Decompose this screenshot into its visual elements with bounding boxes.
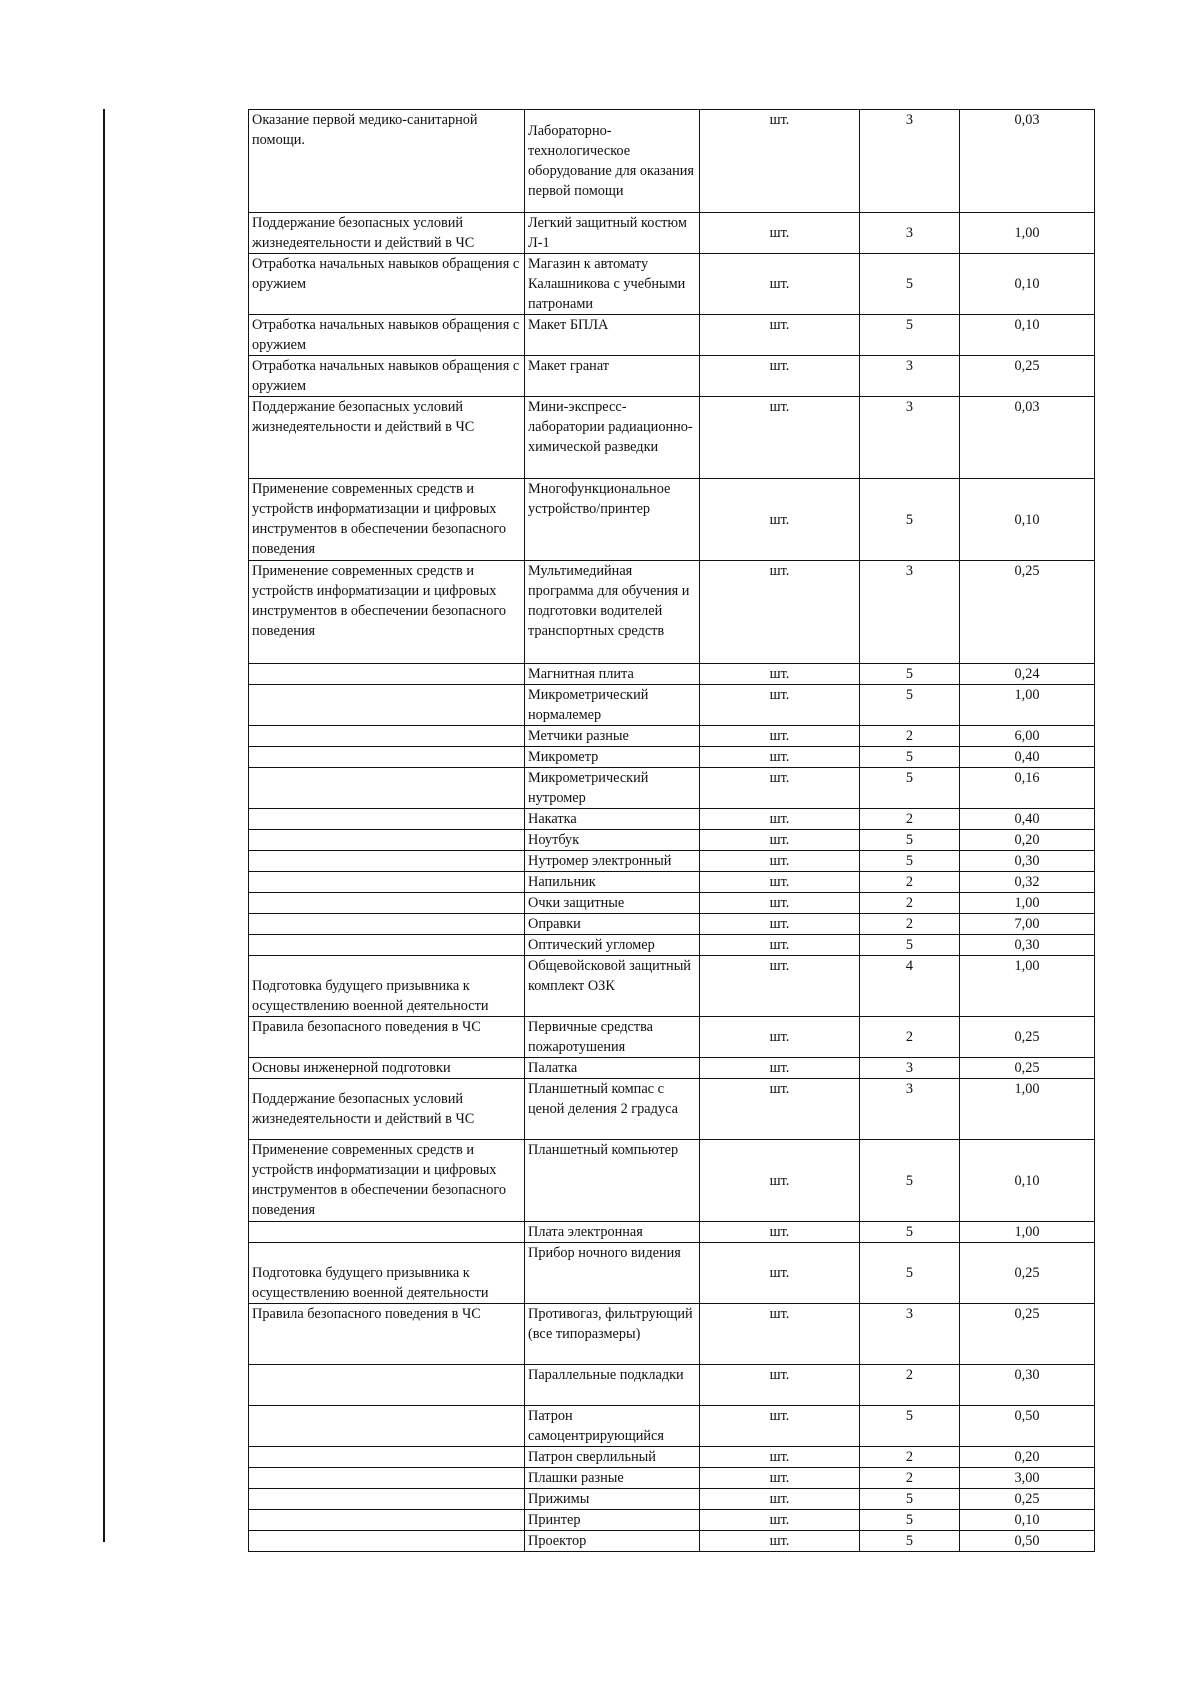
table-row bbox=[249, 1017, 1095, 1058]
unit-cell: шт. bbox=[700, 1243, 860, 1304]
unit-cell: шт. bbox=[700, 1531, 860, 1552]
unit-cell: шт. bbox=[700, 893, 860, 914]
item-cell: Макет БПЛА bbox=[525, 315, 700, 356]
activity-cell: Подготовка будущего призывника к осуществлению военной деятельности bbox=[249, 956, 525, 1017]
activity-cell bbox=[249, 1468, 525, 1489]
left-margin-rule bbox=[103, 109, 105, 1542]
table-row bbox=[249, 1079, 1095, 1140]
unit-cell: шт. bbox=[700, 1222, 860, 1243]
table-row bbox=[249, 1489, 1095, 1510]
quantity-cell: 5 bbox=[860, 1489, 960, 1510]
table-row bbox=[249, 479, 1095, 561]
value-cell: 0,16 bbox=[960, 768, 1095, 809]
unit-cell: шт. bbox=[700, 1447, 860, 1468]
value-cell: 0,25 bbox=[960, 1058, 1095, 1079]
unit-cell: шт. bbox=[700, 110, 860, 213]
value-cell: 0,10 bbox=[960, 1140, 1095, 1222]
value-cell: 0,25 bbox=[960, 356, 1095, 397]
unit-cell: шт. bbox=[700, 397, 860, 479]
activity-cell: Оказание первой медико-санитарной помощи. bbox=[249, 110, 525, 213]
value-cell: 0,40 bbox=[960, 747, 1095, 768]
value-cell: 0,30 bbox=[960, 935, 1095, 956]
item-cell: Плашки разные bbox=[525, 1468, 700, 1489]
value-cell: 1,00 bbox=[960, 893, 1095, 914]
table-row bbox=[249, 1468, 1095, 1489]
item-cell: Метчики разные bbox=[525, 726, 700, 747]
activity-cell bbox=[249, 1489, 525, 1510]
activity-cell bbox=[249, 893, 525, 914]
unit-cell: шт. bbox=[700, 726, 860, 747]
quantity-cell: 2 bbox=[860, 1468, 960, 1489]
table-row bbox=[249, 1222, 1095, 1243]
activity-cell bbox=[249, 685, 525, 726]
value-cell: 1,00 bbox=[960, 685, 1095, 726]
item-cell: Мини-экспресс-лаборатории радиационно-химической разведки bbox=[525, 397, 700, 479]
quantity-cell: 5 bbox=[860, 685, 960, 726]
table-row bbox=[249, 356, 1095, 397]
table-row bbox=[249, 726, 1095, 747]
item-cell: Противогаз, фильтрующий (все типоразмеры) bbox=[525, 1304, 700, 1365]
value-cell: 1,00 bbox=[960, 213, 1095, 254]
quantity-cell: 5 bbox=[860, 935, 960, 956]
unit-cell: шт. bbox=[700, 479, 860, 561]
quantity-cell: 2 bbox=[860, 1017, 960, 1058]
table-row bbox=[249, 1140, 1095, 1222]
table-row bbox=[249, 1406, 1095, 1447]
quantity-cell: 5 bbox=[860, 315, 960, 356]
activity-cell: Правила безопасного поведения в ЧС bbox=[249, 1304, 525, 1365]
activity-cell: Применение современных средств и устройств информатизации и цифровых инструментов в обеспечении безопасного поведения bbox=[249, 1140, 525, 1222]
value-cell: 0,24 bbox=[960, 664, 1095, 685]
item-cell: Патрон самоцентрирующийся bbox=[525, 1406, 700, 1447]
value-cell: 0,32 bbox=[960, 872, 1095, 893]
table-row bbox=[249, 747, 1095, 768]
item-cell: Микрометр bbox=[525, 747, 700, 768]
value-cell: 0,50 bbox=[960, 1531, 1095, 1552]
quantity-cell: 5 bbox=[860, 1406, 960, 1447]
item-cell: Планшетный компас с ценой деления 2 градуса bbox=[525, 1079, 700, 1140]
activity-cell: Применение современных средств и устройств информатизации и цифровых инструментов в обеспечении безопасного поведения bbox=[249, 561, 525, 664]
item-cell: Палатка bbox=[525, 1058, 700, 1079]
table-row bbox=[249, 1304, 1095, 1365]
activity-cell: Поддержание безопасных условий жизнедеятельности и действий в ЧС bbox=[249, 213, 525, 254]
activity-cell: Поддержание безопасных условий жизнедеятельности и действий в ЧС bbox=[249, 1079, 525, 1140]
quantity-cell: 5 bbox=[860, 830, 960, 851]
item-cell: Магнитная плита bbox=[525, 664, 700, 685]
value-cell: 0,20 bbox=[960, 1447, 1095, 1468]
value-cell: 0,10 bbox=[960, 254, 1095, 315]
unit-cell: шт. bbox=[700, 664, 860, 685]
activity-cell bbox=[249, 1365, 525, 1406]
activity-cell bbox=[249, 1406, 525, 1447]
item-cell: Мультимедийная программа для обучения и подготовки водителей транспортных средств bbox=[525, 561, 700, 664]
value-cell: 0,30 bbox=[960, 1365, 1095, 1406]
value-cell: 0,20 bbox=[960, 830, 1095, 851]
item-cell: Макет гранат bbox=[525, 356, 700, 397]
activity-cell bbox=[249, 935, 525, 956]
item-cell: Магазин к автомату Калашникова с учебными патронами bbox=[525, 254, 700, 315]
table-row bbox=[249, 830, 1095, 851]
table-row bbox=[249, 768, 1095, 809]
equipment-table bbox=[248, 109, 1095, 1552]
item-cell: Первичные средства пожаротушения bbox=[525, 1017, 700, 1058]
activity-cell bbox=[249, 747, 525, 768]
value-cell: 0,25 bbox=[960, 1243, 1095, 1304]
value-cell: 3,00 bbox=[960, 1468, 1095, 1489]
unit-cell: шт. bbox=[700, 1017, 860, 1058]
item-cell: Легкий защитный костюм Л-1 bbox=[525, 213, 700, 254]
activity-cell bbox=[249, 768, 525, 809]
quantity-cell: 5 bbox=[860, 851, 960, 872]
activity-cell bbox=[249, 1222, 525, 1243]
table-row bbox=[249, 397, 1095, 479]
table-row bbox=[249, 851, 1095, 872]
quantity-cell: 3 bbox=[860, 561, 960, 664]
activity-cell bbox=[249, 830, 525, 851]
activity-cell bbox=[249, 726, 525, 747]
item-cell: Проектор bbox=[525, 1531, 700, 1552]
activity-cell: Отработка начальных навыков обращения с оружием bbox=[249, 356, 525, 397]
table-row bbox=[249, 935, 1095, 956]
table-row bbox=[249, 914, 1095, 935]
value-cell: 0,03 bbox=[960, 397, 1095, 479]
table-row bbox=[249, 1531, 1095, 1552]
item-cell: Напильник bbox=[525, 872, 700, 893]
activity-cell bbox=[249, 809, 525, 830]
unit-cell: шт. bbox=[700, 1058, 860, 1079]
quantity-cell: 2 bbox=[860, 1447, 960, 1468]
unit-cell: шт. bbox=[700, 956, 860, 1017]
unit-cell: шт. bbox=[700, 1406, 860, 1447]
value-cell: 0,10 bbox=[960, 315, 1095, 356]
value-cell: 0,25 bbox=[960, 1489, 1095, 1510]
item-cell: Накатка bbox=[525, 809, 700, 830]
item-cell: Принтер bbox=[525, 1510, 700, 1531]
quantity-cell: 3 bbox=[860, 110, 960, 213]
quantity-cell: 5 bbox=[860, 254, 960, 315]
unit-cell: шт. bbox=[700, 1079, 860, 1140]
unit-cell: шт. bbox=[700, 315, 860, 356]
unit-cell: шт. bbox=[700, 830, 860, 851]
value-cell: 0,03 bbox=[960, 110, 1095, 213]
table-row bbox=[249, 872, 1095, 893]
activity-cell bbox=[249, 1447, 525, 1468]
quantity-cell: 5 bbox=[860, 479, 960, 561]
unit-cell: шт. bbox=[700, 213, 860, 254]
quantity-cell: 5 bbox=[860, 747, 960, 768]
value-cell: 0,40 bbox=[960, 809, 1095, 830]
table-row bbox=[249, 315, 1095, 356]
item-cell: Прибор ночного видения bbox=[525, 1243, 700, 1304]
quantity-cell: 3 bbox=[860, 356, 960, 397]
quantity-cell: 2 bbox=[860, 914, 960, 935]
unit-cell: шт. bbox=[700, 254, 860, 315]
item-cell: Ноутбук bbox=[525, 830, 700, 851]
quantity-cell: 2 bbox=[860, 1365, 960, 1406]
value-cell: 0,30 bbox=[960, 851, 1095, 872]
quantity-cell: 3 bbox=[860, 1079, 960, 1140]
item-cell: Оправки bbox=[525, 914, 700, 935]
activity-cell: Отработка начальных навыков обращения с оружием bbox=[249, 315, 525, 356]
value-cell: 6,00 bbox=[960, 726, 1095, 747]
item-cell: Плата электронная bbox=[525, 1222, 700, 1243]
unit-cell: шт. bbox=[700, 685, 860, 726]
quantity-cell: 3 bbox=[860, 1058, 960, 1079]
item-cell: Нутромер электронный bbox=[525, 851, 700, 872]
activity-cell: Основы инженерной подготовки bbox=[249, 1058, 525, 1079]
activity-cell: Поддержание безопасных условий жизнедеятельности и действий в ЧС bbox=[249, 397, 525, 479]
table-row bbox=[249, 110, 1095, 213]
activity-cell bbox=[249, 1510, 525, 1531]
quantity-cell: 3 bbox=[860, 213, 960, 254]
value-cell: 1,00 bbox=[960, 1222, 1095, 1243]
table-row bbox=[249, 1365, 1095, 1406]
value-cell: 0,10 bbox=[960, 479, 1095, 561]
value-cell: 1,00 bbox=[960, 1079, 1095, 1140]
item-cell: Микрометрический нормалемер bbox=[525, 685, 700, 726]
unit-cell: шт. bbox=[700, 747, 860, 768]
value-cell: 0,25 bbox=[960, 1304, 1095, 1365]
unit-cell: шт. bbox=[700, 1510, 860, 1531]
table-row bbox=[249, 561, 1095, 664]
quantity-cell: 5 bbox=[860, 1140, 960, 1222]
value-cell: 0,50 bbox=[960, 1406, 1095, 1447]
unit-cell: шт. bbox=[700, 1140, 860, 1222]
quantity-cell: 5 bbox=[860, 664, 960, 685]
equipment-table-body bbox=[249, 110, 1095, 1552]
value-cell: 0,25 bbox=[960, 561, 1095, 664]
quantity-cell: 5 bbox=[860, 1243, 960, 1304]
item-cell: Оптический угломер bbox=[525, 935, 700, 956]
activity-cell: Применение современных средств и устройств информатизации и цифровых инструментов в обеспечении безопасного поведения bbox=[249, 479, 525, 561]
table-row bbox=[249, 1058, 1095, 1079]
activity-cell bbox=[249, 1531, 525, 1552]
quantity-cell: 5 bbox=[860, 1510, 960, 1531]
value-cell: 1,00 bbox=[960, 956, 1095, 1017]
quantity-cell: 3 bbox=[860, 397, 960, 479]
activity-cell bbox=[249, 914, 525, 935]
item-cell: Лабораторно-технологическое оборудование для оказания первой помощи bbox=[525, 110, 700, 213]
unit-cell: шт. bbox=[700, 872, 860, 893]
unit-cell: шт. bbox=[700, 914, 860, 935]
unit-cell: шт. bbox=[700, 561, 860, 664]
quantity-cell: 4 bbox=[860, 956, 960, 1017]
activity-cell: Подготовка будущего призывника к осуществлению военной деятельности bbox=[249, 1243, 525, 1304]
unit-cell: шт. bbox=[700, 1468, 860, 1489]
item-cell: Параллельные подкладки bbox=[525, 1365, 700, 1406]
activity-cell bbox=[249, 851, 525, 872]
activity-cell bbox=[249, 872, 525, 893]
quantity-cell: 2 bbox=[860, 809, 960, 830]
table-row bbox=[249, 213, 1095, 254]
quantity-cell: 2 bbox=[860, 726, 960, 747]
value-cell: 0,10 bbox=[960, 1510, 1095, 1531]
item-cell: Многофункциональное устройство/принтер bbox=[525, 479, 700, 561]
item-cell: Очки защитные bbox=[525, 893, 700, 914]
unit-cell: шт. bbox=[700, 1365, 860, 1406]
activity-cell bbox=[249, 664, 525, 685]
item-cell: Микрометрический нутромер bbox=[525, 768, 700, 809]
quantity-cell: 5 bbox=[860, 1531, 960, 1552]
unit-cell: шт. bbox=[700, 935, 860, 956]
value-cell: 7,00 bbox=[960, 914, 1095, 935]
quantity-cell: 5 bbox=[860, 768, 960, 809]
activity-cell: Отработка начальных навыков обращения с оружием bbox=[249, 254, 525, 315]
unit-cell: шт. bbox=[700, 1304, 860, 1365]
value-cell: 0,25 bbox=[960, 1017, 1095, 1058]
quantity-cell: 2 bbox=[860, 872, 960, 893]
quantity-cell: 5 bbox=[860, 1222, 960, 1243]
table-row bbox=[249, 893, 1095, 914]
table-row bbox=[249, 254, 1095, 315]
table-row bbox=[249, 1510, 1095, 1531]
unit-cell: шт. bbox=[700, 851, 860, 872]
item-cell: Патрон сверлильный bbox=[525, 1447, 700, 1468]
table-row bbox=[249, 685, 1095, 726]
table-row bbox=[249, 1447, 1095, 1468]
table-row bbox=[249, 956, 1095, 1017]
quantity-cell: 3 bbox=[860, 1304, 960, 1365]
table-row bbox=[249, 1243, 1095, 1304]
unit-cell: шт. bbox=[700, 356, 860, 397]
unit-cell: шт. bbox=[700, 1489, 860, 1510]
activity-cell: Правила безопасного поведения в ЧС bbox=[249, 1017, 525, 1058]
table-row bbox=[249, 664, 1095, 685]
item-cell: Планшетный компьютер bbox=[525, 1140, 700, 1222]
quantity-cell: 2 bbox=[860, 893, 960, 914]
unit-cell: шт. bbox=[700, 809, 860, 830]
table-row bbox=[249, 809, 1095, 830]
unit-cell: шт. bbox=[700, 768, 860, 809]
item-cell: Общевойсковой защитный комплект ОЗК bbox=[525, 956, 700, 1017]
item-cell: Прижимы bbox=[525, 1489, 700, 1510]
